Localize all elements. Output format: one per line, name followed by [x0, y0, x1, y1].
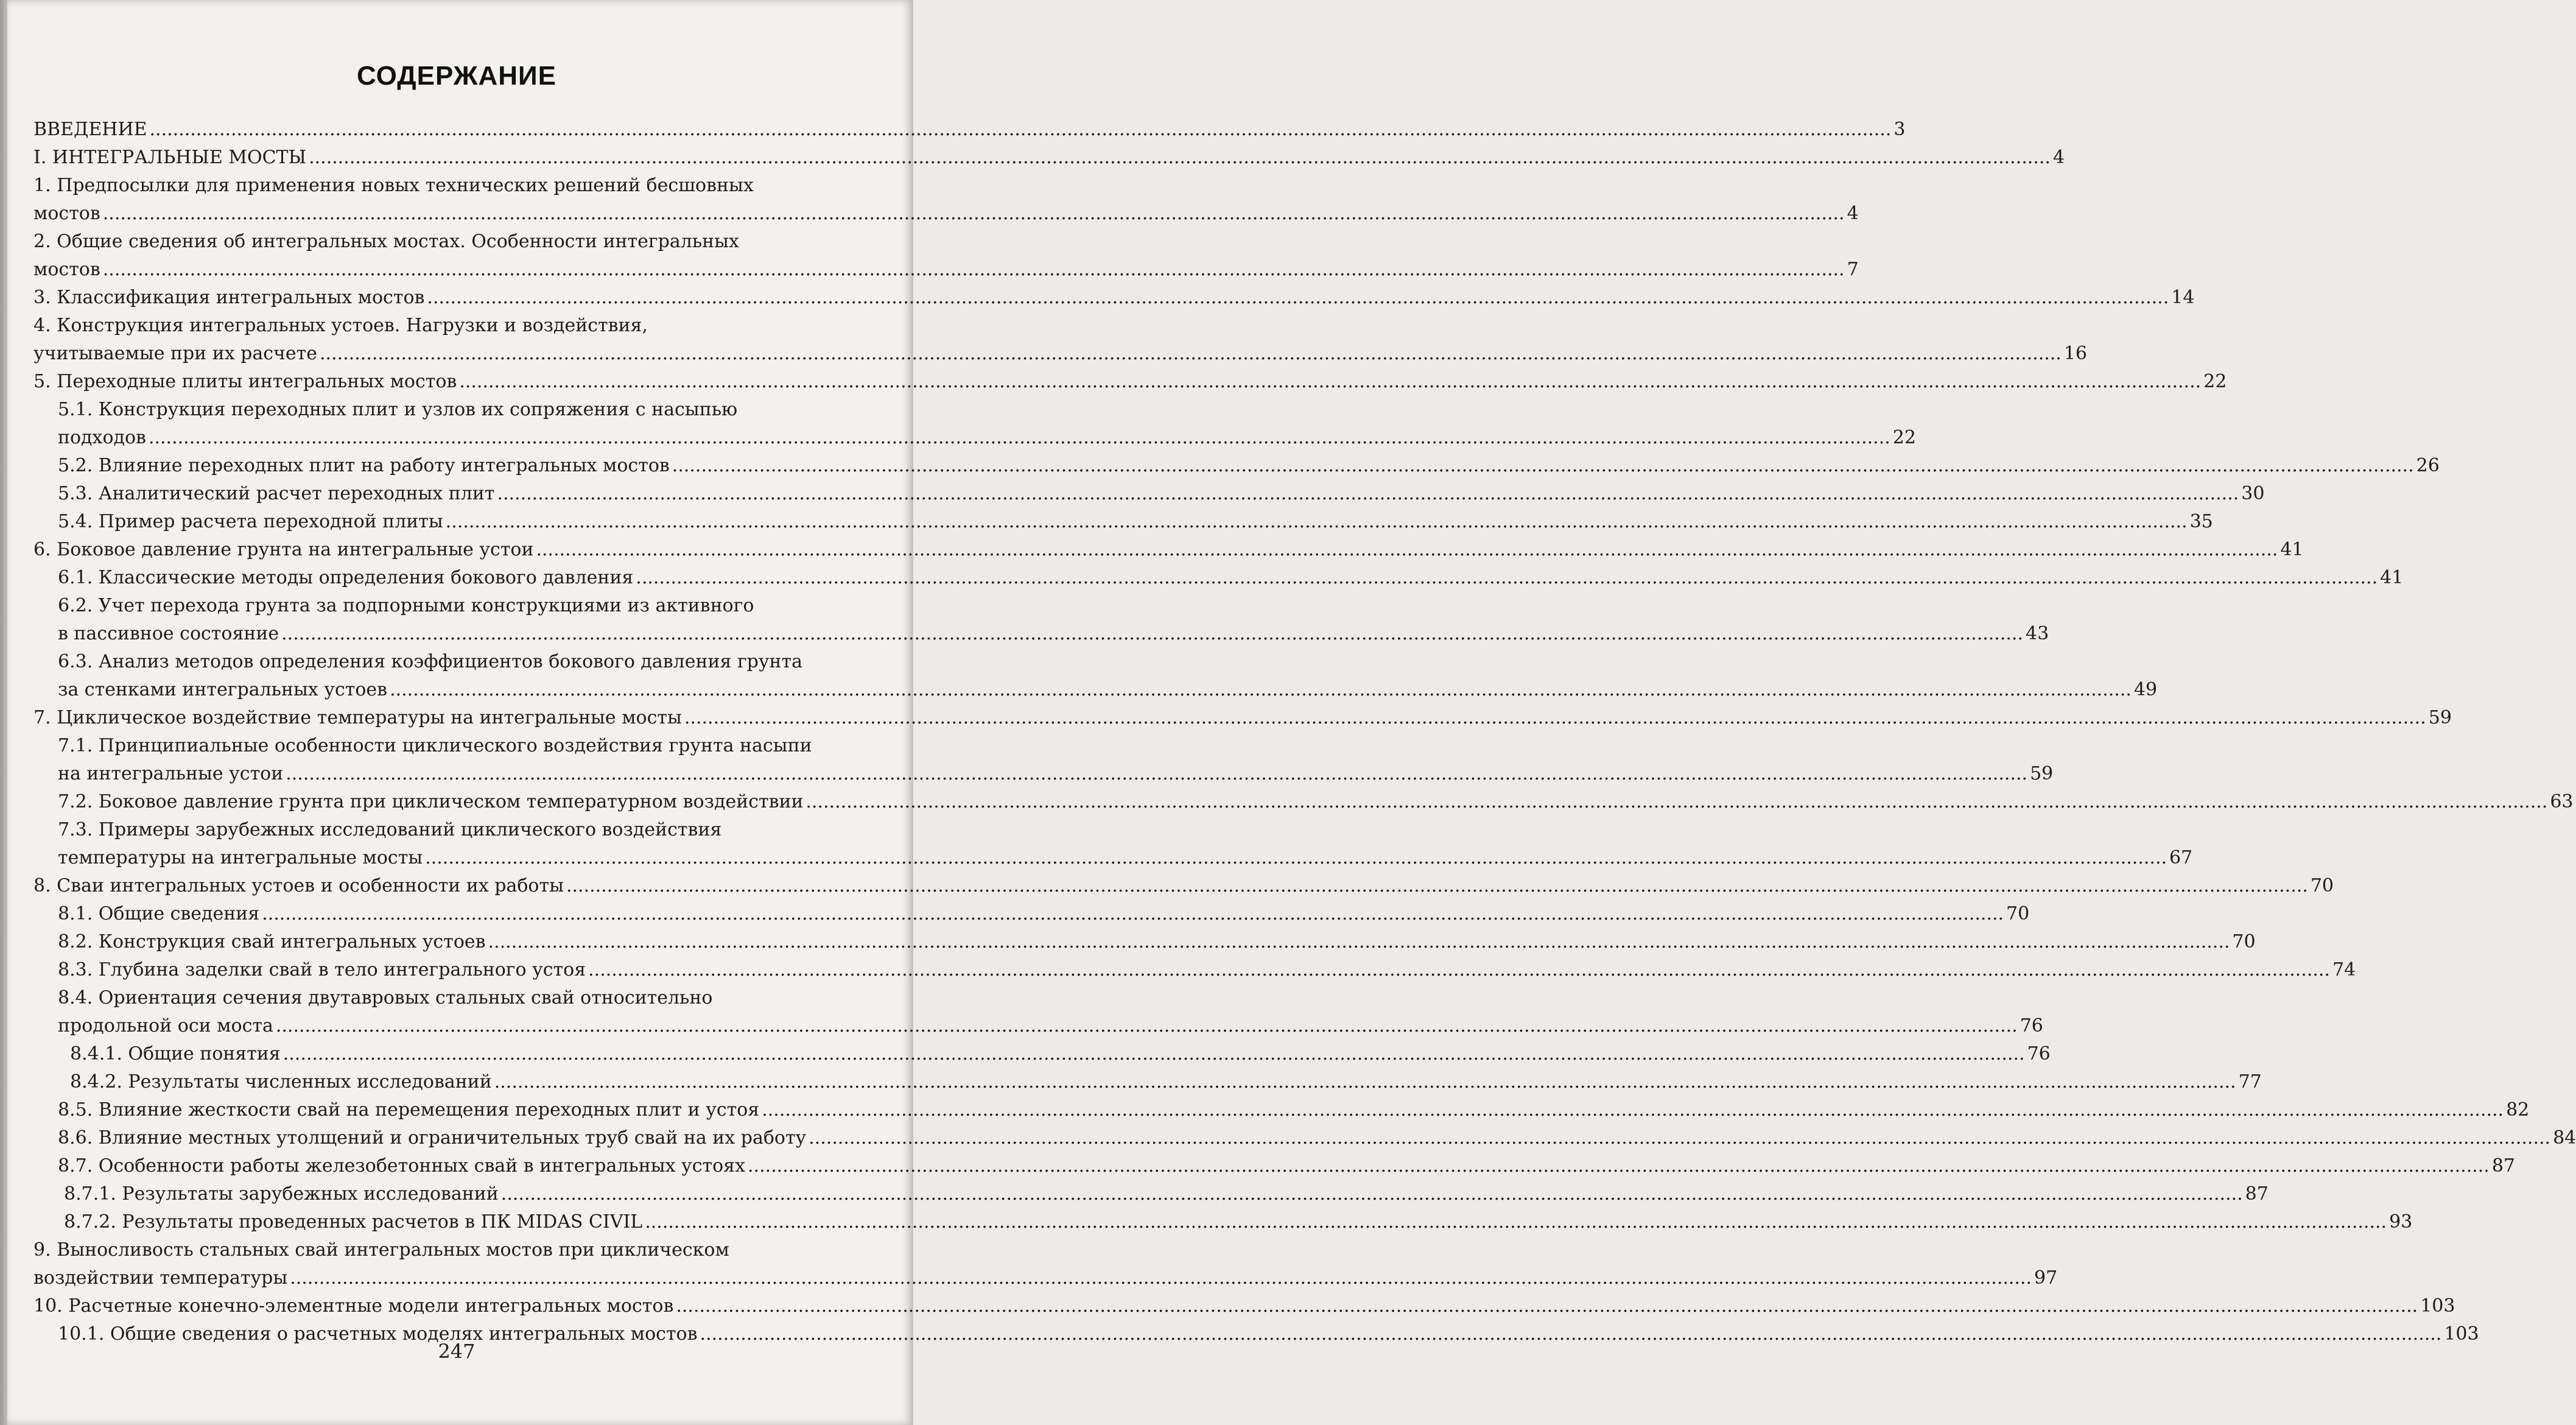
dot-leader	[149, 424, 1890, 452]
toc-entry-text: ВВЕДЕНИЕ	[33, 119, 147, 140]
toc-page-number: 84	[2553, 1127, 2576, 1149]
toc-entry-text: 7.2. Боковое давление грунта при циклическом температурном воздействии	[58, 791, 804, 812]
dot-leader	[446, 508, 2188, 536]
toc-page-number: 59	[2030, 763, 2054, 784]
toc-entry	[0, 592, 2049, 648]
toc-page-number: 70	[2006, 903, 2030, 924]
dot-leader	[809, 1124, 2550, 1152]
toc-page-number: 70	[2310, 875, 2334, 896]
dot-leader	[320, 340, 2062, 368]
toc-entry	[0, 564, 2404, 592]
dot-leader	[488, 928, 2230, 956]
toc-entry-text: 8.4.1. Общие понятия	[70, 1043, 281, 1064]
toc-entry	[0, 536, 2304, 564]
dot-leader	[283, 1040, 2025, 1068]
toc-entry-text: 7.1. Принципиальные особенности циклического воздействия грунта насыпи	[58, 735, 812, 756]
toc-entry-text: в пассивное состояние	[58, 623, 279, 644]
dot-leader	[497, 480, 2239, 508]
toc-page-number: 59	[2428, 707, 2452, 728]
toc-entry-text: 5.2. Влияние переходных плит на работу интегральных мостов	[58, 455, 670, 476]
toc-entry-text: 8.6. Влияние местных утолщений и ограничительных труб свай на их работу	[58, 1127, 807, 1149]
toc-entry	[0, 1208, 2413, 1236]
dot-leader	[536, 536, 2278, 564]
toc-page-number: 22	[1892, 427, 1916, 448]
toc-page-number: 3	[1893, 119, 1906, 140]
toc-entry	[0, 396, 1916, 452]
toc-entry-text: 8.4.2. Результаты численных исследований	[70, 1071, 492, 1092]
toc-page-number: 43	[2025, 623, 2049, 644]
toc-entry-text: 6.3. Анализ методов определения коэффициентов бокового давления грунта	[58, 651, 802, 672]
dot-leader	[390, 676, 2132, 704]
toc-page-number: 87	[2245, 1183, 2269, 1205]
dot-leader	[636, 564, 2378, 592]
dot-leader	[566, 872, 2308, 900]
dot-leader	[262, 900, 2004, 928]
toc-page-number: 26	[2416, 455, 2440, 476]
toc-entry	[0, 144, 2065, 172]
dot-leader	[762, 1096, 2504, 1124]
toc-entry-text: 5.1. Конструкция переходных плит и узлов их сопряжения с насыпью	[58, 399, 738, 420]
toc-entry	[0, 368, 2227, 396]
dot-leader	[700, 1320, 2442, 1348]
toc-entry-text: подходов	[58, 427, 146, 448]
toc-entry	[0, 984, 2043, 1040]
toc-entry-text: температуры на интегральные мосты	[58, 847, 423, 868]
toc-entry	[0, 1152, 2516, 1180]
toc-page-number: 97	[2034, 1267, 2058, 1289]
dot-leader	[672, 452, 2414, 480]
toc-entry-text: мостов	[33, 259, 100, 280]
toc-entry	[0, 1180, 2269, 1208]
toc-entry-text: 7. Циклическое воздействие температуры на интегральные мосты	[33, 707, 682, 728]
toc-page-number: 103	[2420, 1295, 2455, 1317]
toc-entry	[0, 704, 2452, 732]
toc-page-number: 67	[2169, 847, 2193, 868]
toc-entry	[0, 172, 1859, 228]
dot-leader	[684, 704, 2426, 732]
toc-entry-text: 5. Переходные плиты интегральных мостов	[33, 371, 457, 392]
toc-page-number: 41	[2380, 567, 2404, 588]
page-number: 247	[438, 1340, 476, 1363]
toc-entry-text: I. ИНТЕГРАЛЬНЫЕ МОСТЫ	[33, 147, 307, 168]
toc-page-number: 70	[2232, 931, 2256, 952]
toc-entry	[0, 1040, 2051, 1068]
dot-leader	[276, 1012, 2018, 1040]
dot-leader	[150, 116, 1892, 144]
dot-leader	[427, 284, 2169, 312]
toc-entry	[0, 480, 2265, 508]
toc-entry	[0, 956, 2356, 984]
toc-page-number: 14	[2171, 287, 2195, 308]
toc-entry-text: мостов	[33, 203, 100, 224]
toc-entry-text: за стенками интегральных устоев	[58, 679, 388, 700]
dot-leader	[103, 200, 1845, 228]
toc-entry	[0, 928, 2256, 956]
toc-entry	[0, 452, 2440, 480]
toc-page-number: 82	[2506, 1099, 2530, 1121]
toc-entry	[0, 872, 2334, 900]
toc-entry-text: 2. Общие сведения об интегральных мостах. Особенности интегральных	[33, 231, 739, 252]
toc-entry	[0, 900, 2030, 928]
toc-entry-text: 6. Боковое давление грунта на интегральные устои	[33, 539, 534, 560]
toc-entry-text: 8.5. Влияние жесткости свай на перемещения переходных плит и устоя	[58, 1099, 760, 1121]
toc-entry-text: 4. Конструкция интегральных устоев. Нагрузки и воздействия,	[33, 315, 648, 336]
dot-leader	[676, 1292, 2418, 1320]
toc-entry	[0, 648, 2158, 704]
toc-entry	[0, 1096, 2530, 1124]
toc-page-number: 4	[2052, 147, 2065, 168]
toc-page-number: 76	[2027, 1043, 2051, 1064]
toc-entry-text: продольной оси моста	[58, 1015, 273, 1036]
toc-page-number: 87	[2491, 1155, 2516, 1177]
toc-page-number: 76	[2020, 1015, 2043, 1036]
toc-page-number: 16	[2063, 343, 2088, 364]
dot-leader	[281, 620, 2023, 648]
toc-page-number: 7	[1847, 259, 1859, 280]
toc-entry	[0, 284, 2195, 312]
toc-page-number: 30	[2241, 483, 2265, 504]
dot-leader	[103, 256, 1845, 284]
toc-entry-text: 8.4. Ориентация сечения двутавровых стальных свай относительно	[58, 987, 713, 1008]
toc-entry-text: 10. Расчетные конечно-элементные модели интегральных мостов	[33, 1295, 674, 1317]
toc-entry	[0, 816, 2193, 872]
toc-entry-text: учитываемые при их расчете	[33, 343, 317, 364]
toc-entry-text: 6.1. Классические методы определения бокового давления	[58, 567, 634, 588]
dot-leader	[588, 956, 2330, 984]
toc-entry-text: 5.4. Пример расчета переходной плиты	[58, 511, 443, 532]
toc-entry-text: на интегральные устои	[58, 763, 284, 784]
toc-entry	[0, 508, 2213, 536]
toc-entry-text: 8.7.2. Результаты проведенных расчетов в ПК MIDAS CIVIL	[64, 1211, 643, 1233]
dot-leader	[805, 788, 2547, 816]
toc-entry	[0, 788, 2574, 816]
toc-entry-text: 3. Классификация интегральных мостов	[33, 287, 425, 308]
toc-page-number: 103	[2444, 1323, 2479, 1345]
table-of-contents	[0, 116, 2576, 1348]
toc-entry-text: 8.3. Глубина заделки свай в тело интегрального устоя	[58, 959, 586, 980]
toc-page-number: 93	[2389, 1211, 2413, 1233]
toc-page-number: 74	[2332, 959, 2356, 980]
dot-leader	[425, 844, 2167, 872]
page-title: СОДЕРЖАНИЕ	[356, 61, 557, 91]
toc-page-number: 63	[2550, 791, 2574, 812]
toc-entry-text: 8.7.1. Результаты зарубежных исследований	[64, 1183, 499, 1205]
dot-leader	[286, 760, 2027, 788]
toc-entry-text: 9. Выносливость стальных свай интегральных мостов при циклическом	[33, 1239, 729, 1261]
toc-entry-text: 1. Предпосылки для применения новых технических решений бесшовных	[33, 175, 754, 196]
dot-leader	[459, 368, 2201, 396]
dot-leader	[501, 1180, 2243, 1208]
dot-leader	[748, 1152, 2490, 1180]
toc-entry-text: 8.2. Конструкция свай интегральных устоев	[58, 931, 486, 952]
toc-page-number: 35	[2189, 511, 2213, 532]
toc-entry	[0, 116, 1906, 144]
dot-leader	[494, 1068, 2236, 1096]
toc-entry-text: 10.1. Общие сведения о расчетных моделях интегральных мостов	[58, 1323, 698, 1345]
dot-leader	[309, 144, 2051, 172]
toc-entry	[0, 732, 2054, 788]
toc-entry-text: 5.3. Аналитический расчет переходных плит	[58, 483, 495, 504]
toc-page-number: 4	[1847, 203, 1859, 224]
toc-page-number: 22	[2203, 371, 2227, 392]
toc-entry-text: 8. Сваи интегральных устоев и особенности их работы	[33, 875, 564, 896]
dot-leader	[645, 1208, 2387, 1236]
toc-entry	[0, 1124, 2576, 1152]
toc-entry-text: 8.7. Особенности работы железобетонных свай в интегральных устоях	[58, 1155, 745, 1177]
toc-entry-text: 8.1. Общие сведения	[58, 903, 260, 924]
toc-page-number: 49	[2133, 679, 2158, 700]
toc-entry-text: 6.2. Учет перехода грунта за подпорными конструкциями из активного	[58, 595, 754, 616]
toc-page-number: 41	[2280, 539, 2304, 560]
toc-entry-text: воздействии температуры	[33, 1267, 288, 1289]
toc-page-number: 77	[2238, 1071, 2262, 1092]
toc-entry	[0, 228, 1859, 284]
toc-entry	[0, 1068, 2262, 1096]
toc-entry	[0, 312, 2088, 368]
toc-entry-text: 7.3. Примеры зарубежных исследований циклического воздействия	[58, 819, 722, 840]
dot-leader	[290, 1264, 2032, 1292]
toc-entry	[0, 1292, 2455, 1320]
toc-entry	[0, 1236, 2058, 1292]
